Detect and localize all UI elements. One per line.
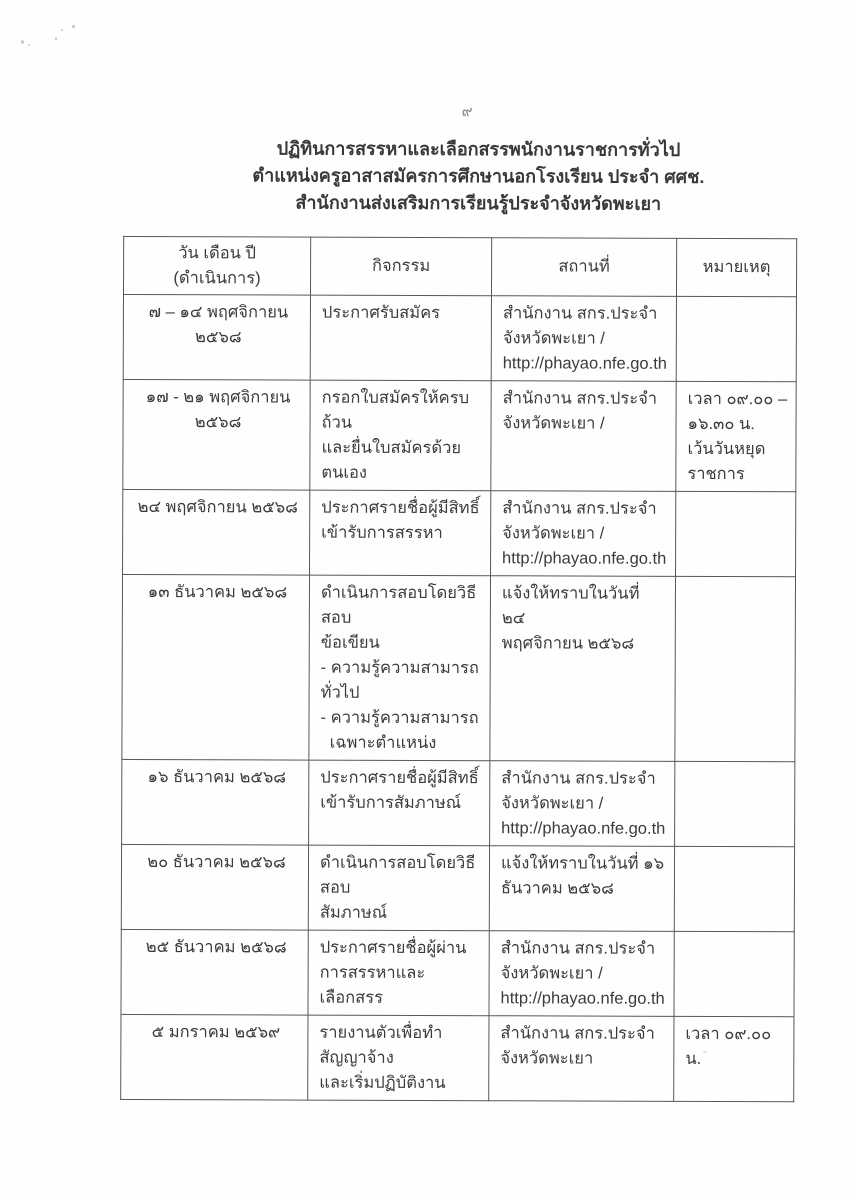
header-note: หมายเหตุ [676, 238, 796, 296]
cell-note [674, 846, 794, 931]
table-row [123, 489, 796, 576]
table-row [121, 1014, 794, 1101]
cell-note: เวลา ๐๙.๐๐ น. [674, 1016, 794, 1101]
document-title [123, 135, 833, 218]
cell-note: เวลา ๐๙.๐๐ – ๑๖.๓๐ น. เว้นวันหยุดราชการ [676, 381, 796, 491]
header-location: สถานที่ [491, 238, 676, 297]
cell-date: ๒๐ ธันวาคม ๒๕๖๘ [121, 844, 308, 930]
cell-location: สำนักงาน สกร.ประจำ จังหวัดพะเยา [489, 1016, 674, 1102]
cell-activity: ประกาศรายชื่อผู้มีสิทธิ์ เข้ารับการสัมภาษณ์ [309, 760, 490, 846]
cell-location: สำนักงาน สกร.ประจำ จังหวัดพะเยา / [491, 381, 676, 492]
table-row [123, 294, 796, 381]
cell-activity: ประกาศรับสมัคร [310, 295, 491, 381]
cell-note [676, 296, 796, 381]
title-line-3: สำนักงานส่งเสริมการเรียนรู้ประจำจังหวัดพะเยา [295, 192, 662, 214]
cell-activity: กรอกใบสมัครให้ครบถ้วน และยื่นใบสมัครด้วยตนเอง [310, 380, 491, 491]
table-row [122, 759, 795, 846]
cell-note [676, 491, 796, 576]
header-activity: กิจกรรม [310, 237, 491, 296]
cell-note [675, 576, 796, 761]
cell-location: สำนักงาน สกร.ประจำ จังหวัดพะเยา / http://phayao.nfe.go.th [491, 296, 676, 382]
cell-date: ๕ มกราคม ๒๕๖๙ [121, 1014, 308, 1100]
cell-activity: ประกาศรายชื่อผู้มีสิทธิ์ เข้ารับการสรรหา [310, 490, 491, 576]
cell-activity: ดำเนินการสอบโดยวิธีสอบ ข้อเขียน - ความรู้ความสามารถทั่วไป - ความรู้ความสามารถ เฉพาะตำแหน่ง [309, 575, 491, 761]
cell-note [674, 931, 794, 1016]
table-row [123, 379, 796, 491]
cell-activity: ดำเนินการสอบโดยวิธีสอบ สัมภาษณ์ [308, 845, 489, 931]
cell-note [675, 761, 795, 846]
title-line-2: ตำแหน่งครูอาสาสมัครการศึกษานอกโรงเรียน ประจำ ศศช. [252, 165, 705, 187]
cell-date: ๑๗ - ๒๑ พฤศจิกายน ๒๕๖๘ [123, 379, 310, 490]
cell-date: ๗ – ๑๔ พฤศจิกายน ๒๕๖๘ [123, 294, 310, 380]
cell-activity: ประกาศรายชื่อผู้ผ่าน การสรรหาและเลือกสรร [308, 930, 489, 1016]
cell-date: ๑๖ ธันวาคม ๒๕๖๘ [122, 759, 309, 845]
table-header-row [123, 236, 796, 296]
cell-location: สำนักงาน สกร.ประจำ จังหวัดพะเยา / http://phayao.nfe.go.th [489, 931, 674, 1017]
cell-location: แจ้งให้ทราบในวันที่ ๒๔ พฤศจิกายน ๒๕๖๘ [490, 576, 676, 762]
table-row [122, 574, 796, 761]
title-line-1: ปฏิทินการสรรหาและเลือกสรรพนักงานราชการทั่วไป [276, 138, 681, 160]
cell-date: ๑๓ ธันวาคม ๒๕๖๘ [122, 574, 310, 760]
cell-date: ๒๔ พฤศจิกายน ๒๕๖๘ [123, 489, 310, 575]
page-number: ๙ [461, 103, 474, 121]
cell-date: ๒๕ ธันวาคม ๒๕๖๘ [121, 929, 308, 1015]
cell-activity: รายงานตัวเพื่อทำสัญญาจ้าง และเริ่มปฏิบัติงาน [308, 1015, 489, 1101]
table-row [121, 844, 794, 931]
cell-location: สำนักงาน สกร.ประจำ จังหวัดพะเยา / http://phayao.nfe.go.th [491, 491, 676, 577]
cell-location: แจ้งให้ทราบในวันที่ ๑๖ ธันวาคม ๒๕๖๘ [489, 846, 674, 932]
table-row [121, 929, 794, 1016]
header-date: วัน เดือน ปี (ดำเนินการ) [123, 236, 310, 295]
recruitment-schedule-table [120, 236, 797, 1102]
cell-location: สำนักงาน สกร.ประจำ จังหวัดพะเยา / http://phayao.nfe.go.th [490, 761, 675, 847]
